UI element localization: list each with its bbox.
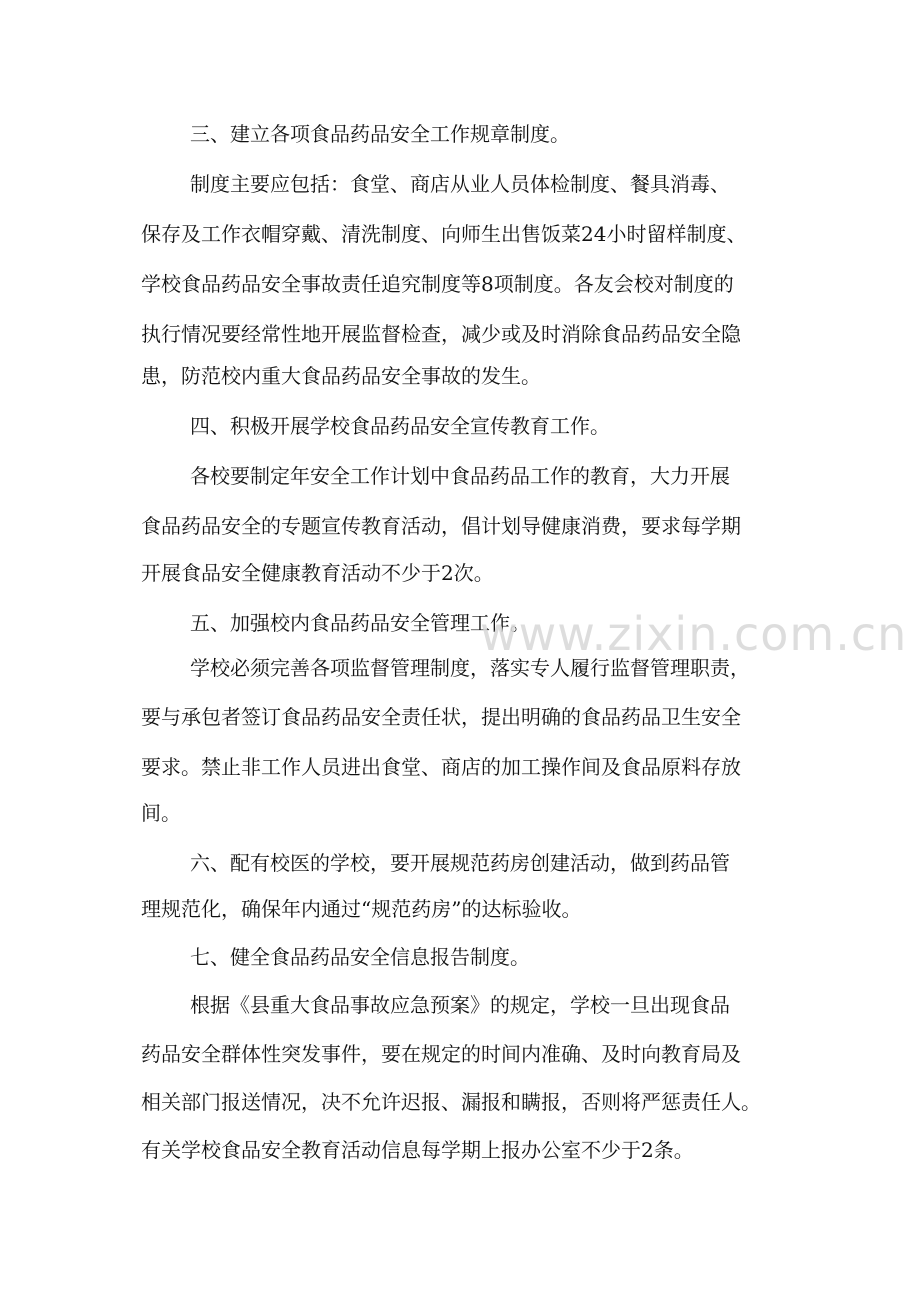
paragraph-text: 相关部门报送情况，决不允许迟报、漏报和瞒报，否则将严惩责任人。 xyxy=(141,1090,761,1114)
paragraph-line xyxy=(0,1034,920,1074)
paragraph-line xyxy=(0,697,920,737)
heading-text: 七、健全食品药品安全信息报告制度。 xyxy=(190,945,530,969)
paragraph-text: 食品药品安全的专题宣传教育活动，倡计划导健康消费，要求每学期 xyxy=(141,514,741,538)
paragraph-line xyxy=(0,264,920,304)
paragraph-line xyxy=(0,1130,920,1170)
paragraph-line xyxy=(0,506,920,546)
paragraph-text: 执行情况要经常性地开展监督检查，减少或及时消除食品药品安全隐 xyxy=(141,322,741,346)
paragraph-line xyxy=(0,456,920,496)
paragraph-text: 根据《县重大食品事故应急预案》的规定，学校一旦出现食品 xyxy=(190,993,730,1017)
paragraph-line xyxy=(0,985,920,1025)
paragraph-text: 患，防范校内重大食品药品安全事故的发生。 xyxy=(141,364,541,388)
paragraph-text: 六、配有校医的学校，要开展规范药房创建活动，做到药品管 xyxy=(190,851,730,875)
paragraph-line xyxy=(0,747,920,787)
paragraph-line xyxy=(0,164,920,204)
paragraph-line xyxy=(0,214,920,254)
paragraph-line xyxy=(0,889,920,929)
paragraph-text: 学校食品药品安全事故责任追究制度等8项制度。各友会校对制度的 xyxy=(141,272,734,296)
paragraph-text: 药品安全群体性突发事件，要在规定的时间内准确、及时向教育局及 xyxy=(141,1042,741,1066)
paragraph-text: 保存及工作衣帽穿戴、清洗制度、向师生出售饭菜24小时留样制度、 xyxy=(141,222,747,246)
section-heading-3 xyxy=(0,114,920,154)
paragraph-line xyxy=(0,793,920,833)
section-heading-4 xyxy=(0,406,920,446)
paragraph-line xyxy=(0,553,920,593)
watermark: www.zixin.com.cn xyxy=(480,607,908,661)
paragraph-line xyxy=(0,314,920,354)
paragraph-text: 要求。禁止非工作人员进出食堂、商店的加工操作间及食品原料存放 xyxy=(141,755,741,779)
paragraph-text: 学校必须完善各项监督管理制度，落实专人履行监督管理职责， xyxy=(190,656,750,680)
section-heading-7 xyxy=(0,937,920,977)
heading-text: 四、积极开展学校食品药品安全宣传教育工作。 xyxy=(190,414,610,438)
paragraph-text: 要与承包者签订食品药品安全责任状，提出明确的食品药品卫生安全 xyxy=(141,705,741,729)
paragraph-text: 制度主要应包括：食堂、商店从业人员体检制度、餐具消毒、 xyxy=(190,172,730,196)
paragraph-text: 有关学校食品安全教育活动信息每学期上报办公室不少于2条。 xyxy=(141,1138,694,1162)
paragraph-text: 各校要制定年安全工作计划中食品药品工作的教育，大力开展 xyxy=(190,464,730,488)
paragraph-text: 理规范化，确保年内通过“规范药房”的达标验收。 xyxy=(141,897,582,921)
paragraph-text: 开展食品安全健康教育活动不少于2次。 xyxy=(141,561,494,585)
paragraph-text: 间。 xyxy=(141,801,181,825)
heading-text: 五、加强校内食品药品安全管理工作。 xyxy=(190,611,530,635)
paragraph-line xyxy=(0,1082,920,1122)
heading-text: 三、建立各项食品药品安全工作规章制度。 xyxy=(190,122,570,146)
section-heading-6 xyxy=(0,843,920,883)
paragraph-line xyxy=(0,356,920,396)
